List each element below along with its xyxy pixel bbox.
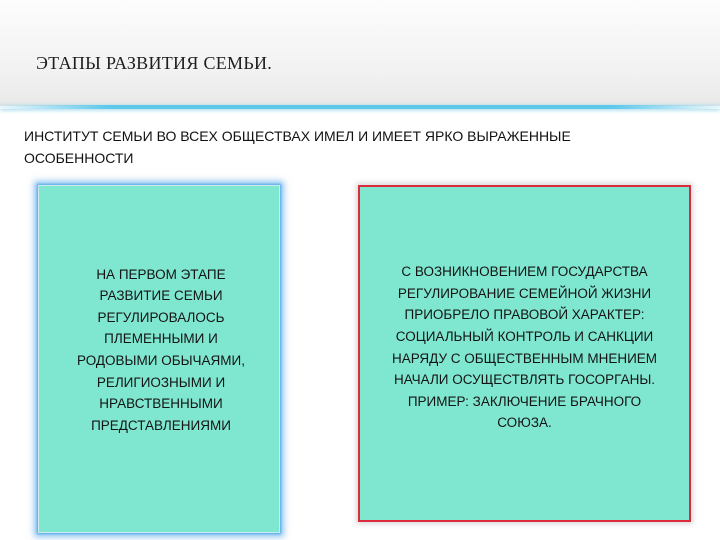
right-box-line: РЕГУЛИРОВАНИЕ СЕМЕЙНОЙ ЖИЗНИ [397,285,652,301]
left-box-line: РЕЛИГИОЗНЫМИ И [96,374,226,390]
right-box-line: ПРИМЕР: ЗАКЛЮЧЕНИЕ БРАЧНОГО [407,393,642,409]
left-box-line: НА ПЕРВОМ ЭТАПЕ [96,266,226,282]
right-box-line: СОЦИАЛЬНЫЙ КОНТРОЛЬ И САНКЦИИ [395,328,654,344]
right-box-line: ПРИОБРЕЛО ПРАВОВОЙ ХАРАКТЕР: [404,307,645,323]
left-box-line: РОДОВЫМИ ОБЫЧАЯМИ, [77,353,245,368]
left-box-line: ПРЕДСТАВЛЕНИЯМИ [91,417,231,433]
right-box-line: СОЮЗА. [497,415,552,431]
left-box-line: РАЗВИТИЕ СЕМЬИ [99,288,223,304]
left-text-box [38,185,280,533]
right-box-text [392,255,657,452]
slide-subtitle: ИНСТИТУТ СЕМЬИ ВО ВСЕХ ОБЩЕСТВАХ ИМЕЛ И ИМЕЕТ ЯРКО ВЫРАЖЕННЫЕ ОСОБЕННОСТИ [24,128,571,166]
title-divider [0,105,720,109]
right-box-line: НАРЯДУ С ОБЩЕСТВЕННЫМ МНЕНИЕМ [391,350,658,366]
left-box-line: ПЛЕМЕННЫМИ И [104,331,218,347]
left-box-line: НРАВСТВЕННЫМИ [99,396,223,412]
left-box-text [73,264,245,455]
slide-title: ЭТАПЫ РАЗВИТИЯ СЕМЬИ. [36,53,273,73]
right-box-line: С ВОЗНИКНОВЕНИЕМ ГОСУДАРСТВА [401,264,648,280]
right-box-line: НАЧАЛИ ОСУЩЕСТВЛЯТЬ ГОСОРГАНЫ. [393,372,656,388]
left-box-line: РЕГУЛИРОВАЛОСЬ [97,309,225,325]
right-text-box [358,185,691,522]
